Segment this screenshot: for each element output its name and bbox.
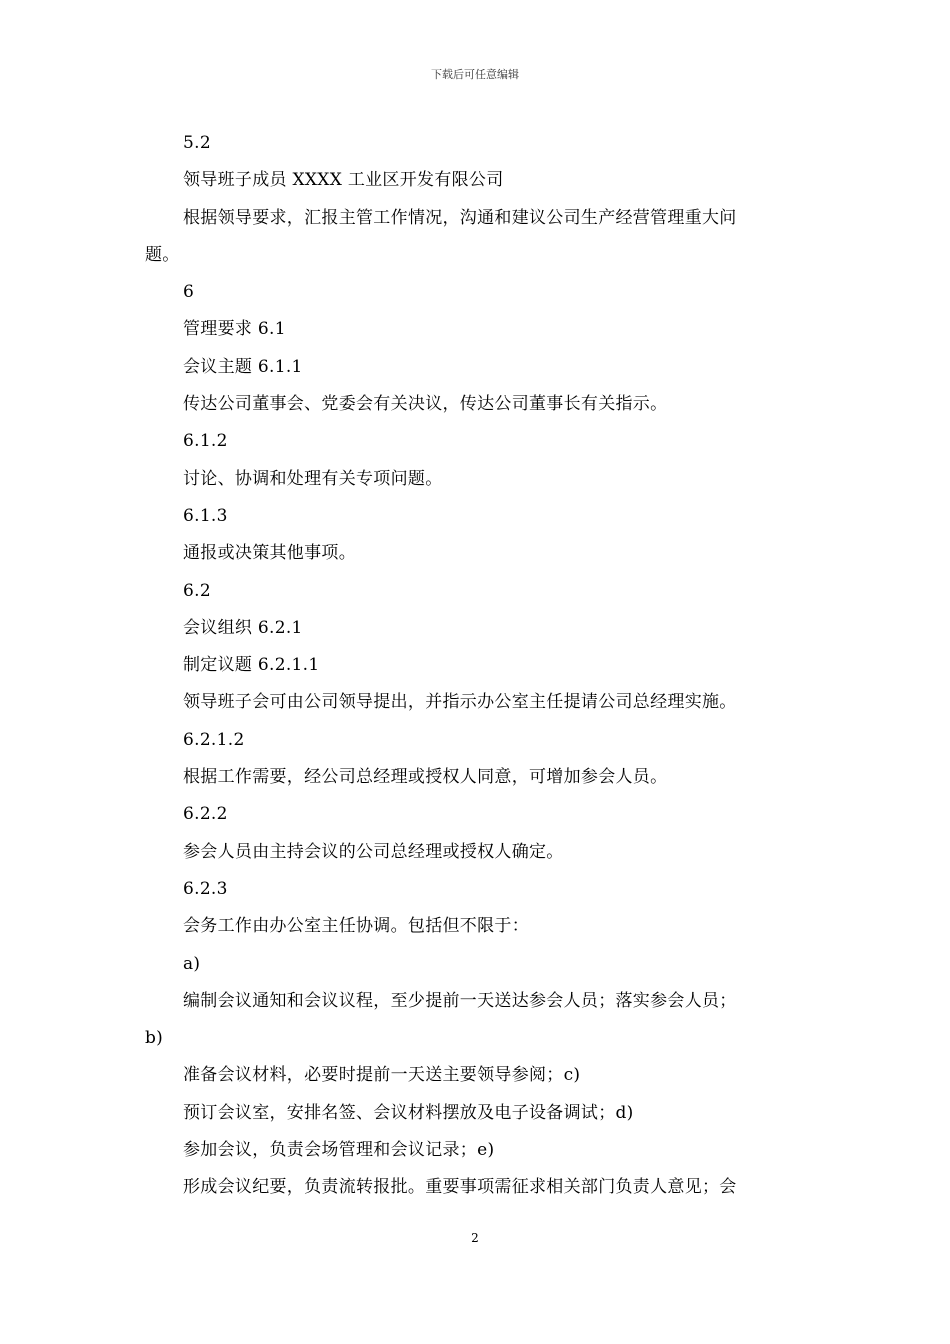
text-line: 预订会议室，安排名签、会议材料摆放及电子设备调试；d) — [183, 1102, 634, 1123]
text-line: 会务工作由办公室主任协调。包括但不限于： — [183, 916, 529, 937]
text-line: 6.1.3 — [183, 505, 228, 526]
text-line: 5.2 — [183, 133, 211, 153]
text-line: 根据领导要求，汇报主管工作情况，沟通和建议公司生产经营管理重大问 — [183, 207, 737, 228]
text-line: 领导班子成员 XXXX 工业区开发有限公司 — [183, 170, 504, 191]
text-line: 题。 — [145, 244, 180, 265]
text-line: 6 — [183, 282, 195, 303]
text-line: 制定议题 6.2.1.1 — [183, 655, 320, 676]
text-line: 形成会议纪要，负责流转报批。重要事项需征求相关部门负责人意见；会 — [183, 1177, 737, 1198]
text-line: 领导班子会可由公司领导提出，并指示办公室主任提请公司总经理实施。 — [183, 692, 737, 713]
text-line: 准备会议材料，必要时提前一天送主要领导参阅；c) — [183, 1065, 581, 1086]
text-line: 6.2.1.2 — [183, 729, 245, 750]
text-line: 6.2.3 — [183, 878, 228, 899]
text-line: 6.2 — [183, 580, 211, 601]
text-line: 参会人员由主持会议的公司总经理或授权人确定。 — [183, 841, 564, 862]
text-line: 根据工作需要，经公司总经理或授权人同意，可增加参会人员。 — [183, 767, 668, 788]
text-line: 6.2.2 — [183, 804, 228, 825]
page-header: 下载后可任意编辑 — [431, 68, 519, 81]
text-line: 会议主题 6.1.1 — [183, 356, 303, 377]
text-line: 会议组织 6.2.1 — [183, 617, 303, 638]
text-line: 传达公司董事会、党委会有关决议，传达公司董事长有关指示。 — [183, 394, 668, 415]
text-line: 讨论、协调和处理有关专项问题。 — [183, 468, 443, 489]
text-line: a) — [183, 953, 201, 974]
text-line: 6.1.2 — [183, 431, 228, 452]
text-line: 编制会议通知和会议议程，至少提前一天送达参会人员；落实参会人员； — [183, 990, 737, 1011]
document-body — [145, 125, 810, 1207]
text-line: 通报或决策其他事项。 — [183, 543, 356, 564]
text-line: 管理要求 6.1 — [183, 319, 286, 340]
text-line: 参加会议，负责会场管理和会议记录；e) — [183, 1140, 495, 1161]
text-line: b) — [145, 1028, 164, 1049]
page-number: 2 — [471, 1231, 479, 1245]
